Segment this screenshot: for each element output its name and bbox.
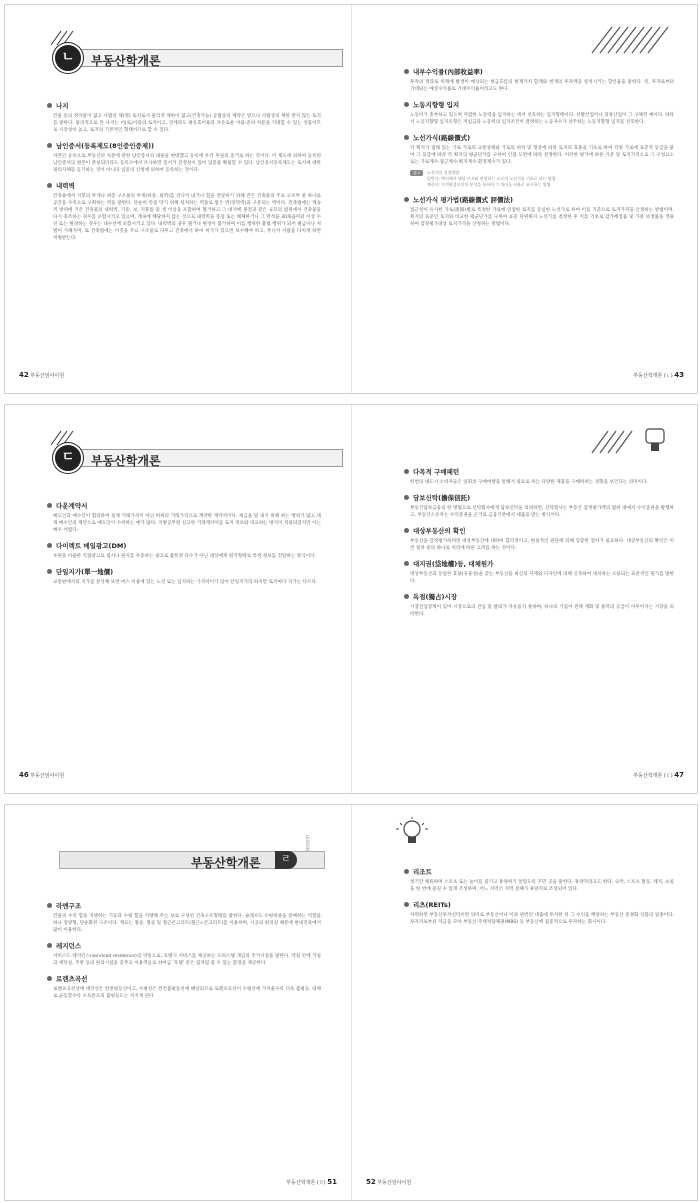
bullet-icon	[404, 102, 409, 107]
entry-heading: 리츠(REITs)	[413, 901, 451, 909]
bullet-icon	[47, 103, 52, 108]
spread-2	[4, 404, 698, 794]
bullet-icon	[47, 183, 52, 188]
entry-heading: 레지던스	[56, 942, 82, 950]
entry-heading: 다이렉트 메일광고(DM)	[56, 542, 127, 550]
bullet-icon	[404, 469, 409, 474]
entry	[47, 567, 321, 586]
chapter-badge: ㄴ	[53, 43, 83, 73]
footer-text: 부동산임야이원	[30, 373, 65, 379]
entry-text: 각 획지가 접해 있는 가로 가로의 교통상태와 가로의 위치 및 형상에 따라 토지의 효용을 기초로 하여 각종 가로에 표준적 등급을 붙여 그 등급에 따라 각 획지의 평균단가를 구하여 인접 도면에 따라 결정한다. 이러한 평가에 따른 기준 및 토지가격으로 그 구성요소로는 가로계수·접근계수·획지계수·환경계수가 있다.	[410, 146, 674, 165]
page-51	[5, 805, 351, 1200]
page-title: 부동산학개론	[191, 856, 261, 870]
entry	[404, 592, 674, 618]
bullet-icon	[47, 903, 52, 908]
entry-text: 시장진입장벽이 있어 시장으로의 진입 및 탈퇴가 자유롭지 못하며, 하나의 기업이 전체 재화 및 용역의 공급이 이루어지는 시장을 의미한다.	[410, 605, 674, 617]
entry-heading: 리조트	[413, 868, 432, 876]
entry-text: 우편을 이용한 직접광고로 엽서나 편지를 우송하는 광고로 불특정 다수가 아닌 대상에게 편지형태로 특정 정보를 전달하는 방식이다.	[53, 554, 316, 559]
page-footer	[19, 371, 64, 379]
page-content	[47, 501, 321, 593]
entry-heading: 노선가식(路線價式)	[413, 134, 471, 142]
entry	[47, 101, 321, 134]
entry-text: 부동산담보금융의 한 방법으로 신탁회사에게 담보신탁을 의뢰하면, 신탁회사는 부동산 감정평가액의 범위 내에서 수익증권을 발행하고, 부동산소유자는 수익증권을 근거로 금융기관에서 대출을 받는 방식이다.	[410, 506, 674, 518]
page-content	[404, 467, 674, 625]
page-46	[5, 405, 351, 793]
entry-heading: 다목적 구매패턴	[413, 468, 460, 476]
entry-heading: 내력벽	[56, 182, 75, 190]
bullet-icon	[47, 943, 52, 948]
bullet-icon	[47, 569, 52, 574]
chapter-badge: ㄷ	[53, 443, 83, 473]
bullet-icon	[47, 543, 52, 548]
entry	[404, 900, 674, 926]
lesson-label: LESSON	[305, 835, 310, 851]
entry	[404, 467, 674, 486]
entry-heading: 다운계약서	[56, 502, 88, 510]
entry	[47, 901, 321, 934]
entry	[404, 526, 674, 552]
header-deco-icon	[588, 23, 680, 57]
entry-text: 건물 등의 정착물이 없고 사법상 제(정) 토지로서 물리적 제한이 없고(건축가능) 공법상의 제약은 받으나 사법상의 제한 받지 않는 토지를 말한다. 물리적으로 본 나지는 이(토)이용의 토지이고, 연계라도 최유효이용과 자유로운 이용·준비·처분을 기대할 수 있는 상품이므로 시장성이 높고, 토지의 기본적인 형태이므로 할 수 있다.	[53, 114, 321, 133]
page-footer	[286, 1178, 337, 1186]
page-47	[351, 405, 698, 793]
page-number: 47	[674, 771, 684, 779]
entry-text: 정기간 체류하며 스포츠 또는 놀이를 즐기고 휴양하기 알맞도록 꾸민 곳을 말한다. 휴양지라고도 한다. 숙박, 스포츠 활동, 레저, 쇼핑을 한 번에 즐길 수 있게 조성하며, 어느 지역은 지역 전체가 휴양지로 조성되어 있다.	[410, 880, 674, 892]
entry-heading: 대지권(垈地權)등, 대체원가	[413, 560, 494, 568]
entry-text: 로렌츠곡선상에 대각선은 완전평등선이고, 수평선은 완전불평등선에 해당되므로 로렌츠곡선이 수평선에 가까울수록 더욱 불평등, 대체로 균등할수록 소득분포의 불평등도는 커지게 된다.	[53, 987, 321, 999]
note-title: 노선가의 설정방법	[426, 170, 460, 175]
bullet-icon	[404, 561, 409, 566]
bullet-icon	[47, 503, 52, 508]
entry-heading: 내부수익률(內部收益率)	[413, 68, 483, 76]
entry	[404, 100, 674, 126]
entry-text: 노동비가 총부하고 있으며 저렴한 노동력을 입지하는 데서 선호하는 입지형태이다. 선발산업이나 의류산업이 그 구체적 예이다. 따라서 노동지향형 입지유형은 저임금과 노동력의 입지조건이 결정하는 노동자수가 상주하는 노동지향형 입지를 선호한다.	[410, 113, 674, 125]
entry-text: 부동산을 감정평가하려면 대상부동산에 대하여 합리적이고, 현실적인 판단에 의해 입증한 절차가 필요하다. 대상부동산의 확인은 이런 절차 중의 하나로 처리에 따른 고려를 하는 것이다.	[410, 539, 674, 551]
entry	[404, 133, 674, 188]
page-content	[47, 101, 321, 249]
entry-heading: 나지	[56, 102, 69, 110]
bullet-icon	[47, 976, 52, 981]
page-42	[5, 5, 351, 393]
page-footer	[633, 771, 684, 779]
entry-text: 매도인과 매수인이 협의하여 실제 거래가격이 아닌 허위의 거래가격으로 계약한 계약서이다. 세금을 덜 내기 위해 하는 행위가 많고 대개 매수인의 제안으로 매도인이 수락하는 예가 많다. 지방공무원 신고한 거래계약서를 토지 정보와 비교하는 방식이 적용되었지만 이는 매우 어렵다.	[53, 514, 321, 533]
bullet-icon	[404, 135, 409, 140]
entry-heading: 남인증서(등록제도(8인증인증제))	[56, 142, 155, 150]
entry-text: 자본인 등록으로 부동산의 처분에 관한 남인증서의 내용을 현대했고 등록에 우러 후일의 증거로 하는 것이다. 이 제도에 의하여 등록된 남인증서의 원본이 분실되더라도 등록소에서 조사하면 증서가 진정성이 있어 입증을 확립할 수 있다. 남인증서등록제도는 토지에 대한 권리자체를 등기하는 것이 아니라 입증의 신청에 의하여 등록하는 것이다.	[53, 154, 321, 173]
bullet-icon	[404, 197, 409, 202]
bullet-icon	[47, 143, 52, 148]
entry	[47, 501, 321, 534]
footer-text: 부동산학개론 (ㄹ)	[286, 1180, 326, 1186]
entry-text: 접근성이 유사한 가로(街路)별로 특정한 가로에 연접한 토지를 동일한 노선가로 하여 이를 기준으로 토지가격을 산정하는 방법이며, 획지의 표준인 토지와 비교한 평균단가를 구하여 표준 단위획지 노선가를 결정한 후 이를 기초로 감가배점률 및 가중 보정률을 적용하여 감정평가대상 토지가격을 산정하는 방법이다.	[410, 208, 674, 227]
entry	[47, 541, 321, 560]
entry-text: 한번의 대도시 소비자들은 일회의 구매여행을 통해서 필요로 하는 다양한 제품을 구매하려는 경향을 보인다는 의미이다.	[410, 480, 648, 485]
entry-heading: 독점(獨占)시장	[413, 593, 458, 601]
footer-text: 부동산임야이원	[377, 1180, 412, 1186]
entry-text: 건축물에서 지붕의 무게나 위층 구조물의 무게(하중, 외벽)를 견디어 내거나 힘을 전달하기 위해 만든 건축물의 주요 구조부 중 하나로 공간을 수직으로 구획하는 벽을 말한다. 단순히 칸을 막기 위해 설치하는 벽돌로 쌓은 벽(장막벽)과 구분되는 벽이다. 건축법에는 계속적 방위에 기존 건축물의 내력벽, 기둥, 보, 지붕틀 중 셋 이상을 포함하여 철거하고 그 대지에 종전과 같은 규모의 범위에서 건축물을 다시 축조하는 경우를 포함시키고 있으며, 계속에 해당하지 않는 것으로 내력벽을 증설 또는 해체하거나 그 면적을 30제곱미터 이상 수선 또는 변경하는 경우는 대수선에 포함시키고 있다. 내력벽의 경우 철거나 변경이 불가하며 이를 행위한 불법 행위가 되어 벌금이나 처벌이 가해지며, 또 건축법에는 이것을 주요 구조물로 다루고 건축에서 하여 허가가 있으면 보수해야 하고, 무너져 사람을 다치게 하면 처벌받는다.	[53, 194, 321, 241]
page-footer	[366, 1178, 411, 1186]
entry-text: 교통편에서의 지가를 분석해 보면 버스 이용에 있는 노선 또는 입지하는 가격차이가 있어 단일지가라 하지만 토지마다 지가는 다르다.	[53, 580, 318, 585]
footer-text: 부동산학개론 (ㄷ)	[633, 773, 673, 779]
page-footer	[19, 771, 64, 779]
bullet-icon	[404, 528, 409, 533]
page-number: 52	[366, 1178, 376, 1186]
entry	[47, 941, 321, 967]
page-content	[47, 901, 321, 1007]
entry	[404, 67, 674, 93]
entry-text: 대상부동산과 동일한 효용(유용성)을 갖는 부동산을 최신의 자재와 디자인에 의해 신축하여 대치하는 소용되는 표준적인 원가를 말한다.	[410, 572, 674, 584]
footer-text: 부동산임야이원	[30, 773, 65, 779]
note-box	[410, 170, 674, 188]
entry	[47, 974, 321, 1000]
page-number: 51	[327, 1178, 337, 1186]
page-title: 부동산학개론	[91, 454, 161, 468]
page-footer	[633, 371, 684, 379]
entry-text: 서비스드 레지던스(serviced residence)의 약칭으로, 호텔식 서비스를 제공하는 오피스텔 개념의 주거시설을 말한다. 객실 안에 거실과 세탁실, 주방 등의 편의시설을 갖추고 이용객들로 하여금 '호텔' 같은 집처럼 쓸 수 있는 환경을 제공한다.	[53, 954, 321, 966]
entry-heading: 담보신탁(擔保信託)	[413, 494, 471, 502]
entry	[404, 559, 674, 585]
bullet-icon	[404, 869, 409, 874]
entry	[404, 195, 674, 228]
spread-1	[4, 4, 698, 394]
entry-text: 투자의 결과로 미래에 발생이 예상되는 현금흐름의 현재가치 합계와 현재의 투자액을 일치시키는 할인율을 말한다. 즉, 투자로부터 기대되는 예상수익률로 기대수익률이라고도 한다.	[410, 80, 674, 92]
entry-heading: 노동지향형 입지	[413, 101, 460, 109]
entry	[404, 867, 674, 893]
entry-heading: 로렌츠곡선	[56, 975, 88, 983]
trophy-icon	[588, 423, 680, 457]
note-item: 채산식: 가격형성요인의 분석을 통하여 그 차이를 비율로 표시하는 방법	[426, 182, 551, 187]
note-item: 일반식: 택지에서 해당 토지와 연접하는 도로의 노선가를 기초로 하는 방법	[426, 176, 556, 181]
bullet-icon	[404, 69, 409, 74]
note-tag: 참고	[410, 170, 423, 176]
page-content	[404, 67, 674, 235]
page-number: 46	[19, 771, 29, 779]
entry	[47, 141, 321, 174]
entry	[404, 493, 674, 519]
bullet-icon	[404, 594, 409, 599]
lightbulb-icon	[392, 815, 432, 851]
entry	[47, 181, 321, 242]
footer-text: 부동산학개론 (ㄴ)	[633, 373, 673, 379]
page-title: 부동산학개론	[91, 54, 161, 68]
bullet-icon	[404, 495, 409, 500]
entry-text: 건물의 수직 힘을 지탱하는 기둥과 수평 힘을 지탱해 주는 보로 구성된 건축구조형태를 말한다. 슬래브도 수평하중을 분배하는 역할을 하나 장방형, 단순화된 구조이다. 재료는 철골, 철골 및 철근콘크리트(철근+콘크리트)를 이용하며, 시공의 편의성 때문에 현대건축에서 많이 이용한다.	[53, 914, 321, 933]
page-number: 42	[19, 371, 29, 379]
page-43	[351, 5, 698, 393]
spread-3	[4, 804, 698, 1201]
entry-heading: 단일지가(單一地價)	[56, 568, 114, 576]
page-52	[351, 805, 698, 1200]
entry-heading: 라멘구조	[56, 902, 82, 910]
entry-heading: 노선가식 평가법(路線價式 評價法)	[413, 196, 513, 204]
chapter-badge: ㄹ	[275, 851, 297, 869]
page-number: 43	[674, 371, 684, 379]
entry-text: 자력하면 부동산투자신탁이란 의미로 부동산이나 이와 관련된 대출에 투자한 뒤 그 수익을 배당하는 부동산 증권화 상품의 일종이다. 투자자로부터 자금을 모아 부동산·주택저당채권(MBS) 등 부동산에 집중적으로 투자하는 회사이다.	[410, 913, 674, 925]
entry-heading: 대상부동산의 확인	[413, 527, 466, 535]
page-content	[404, 867, 674, 933]
bullet-icon	[404, 902, 409, 907]
